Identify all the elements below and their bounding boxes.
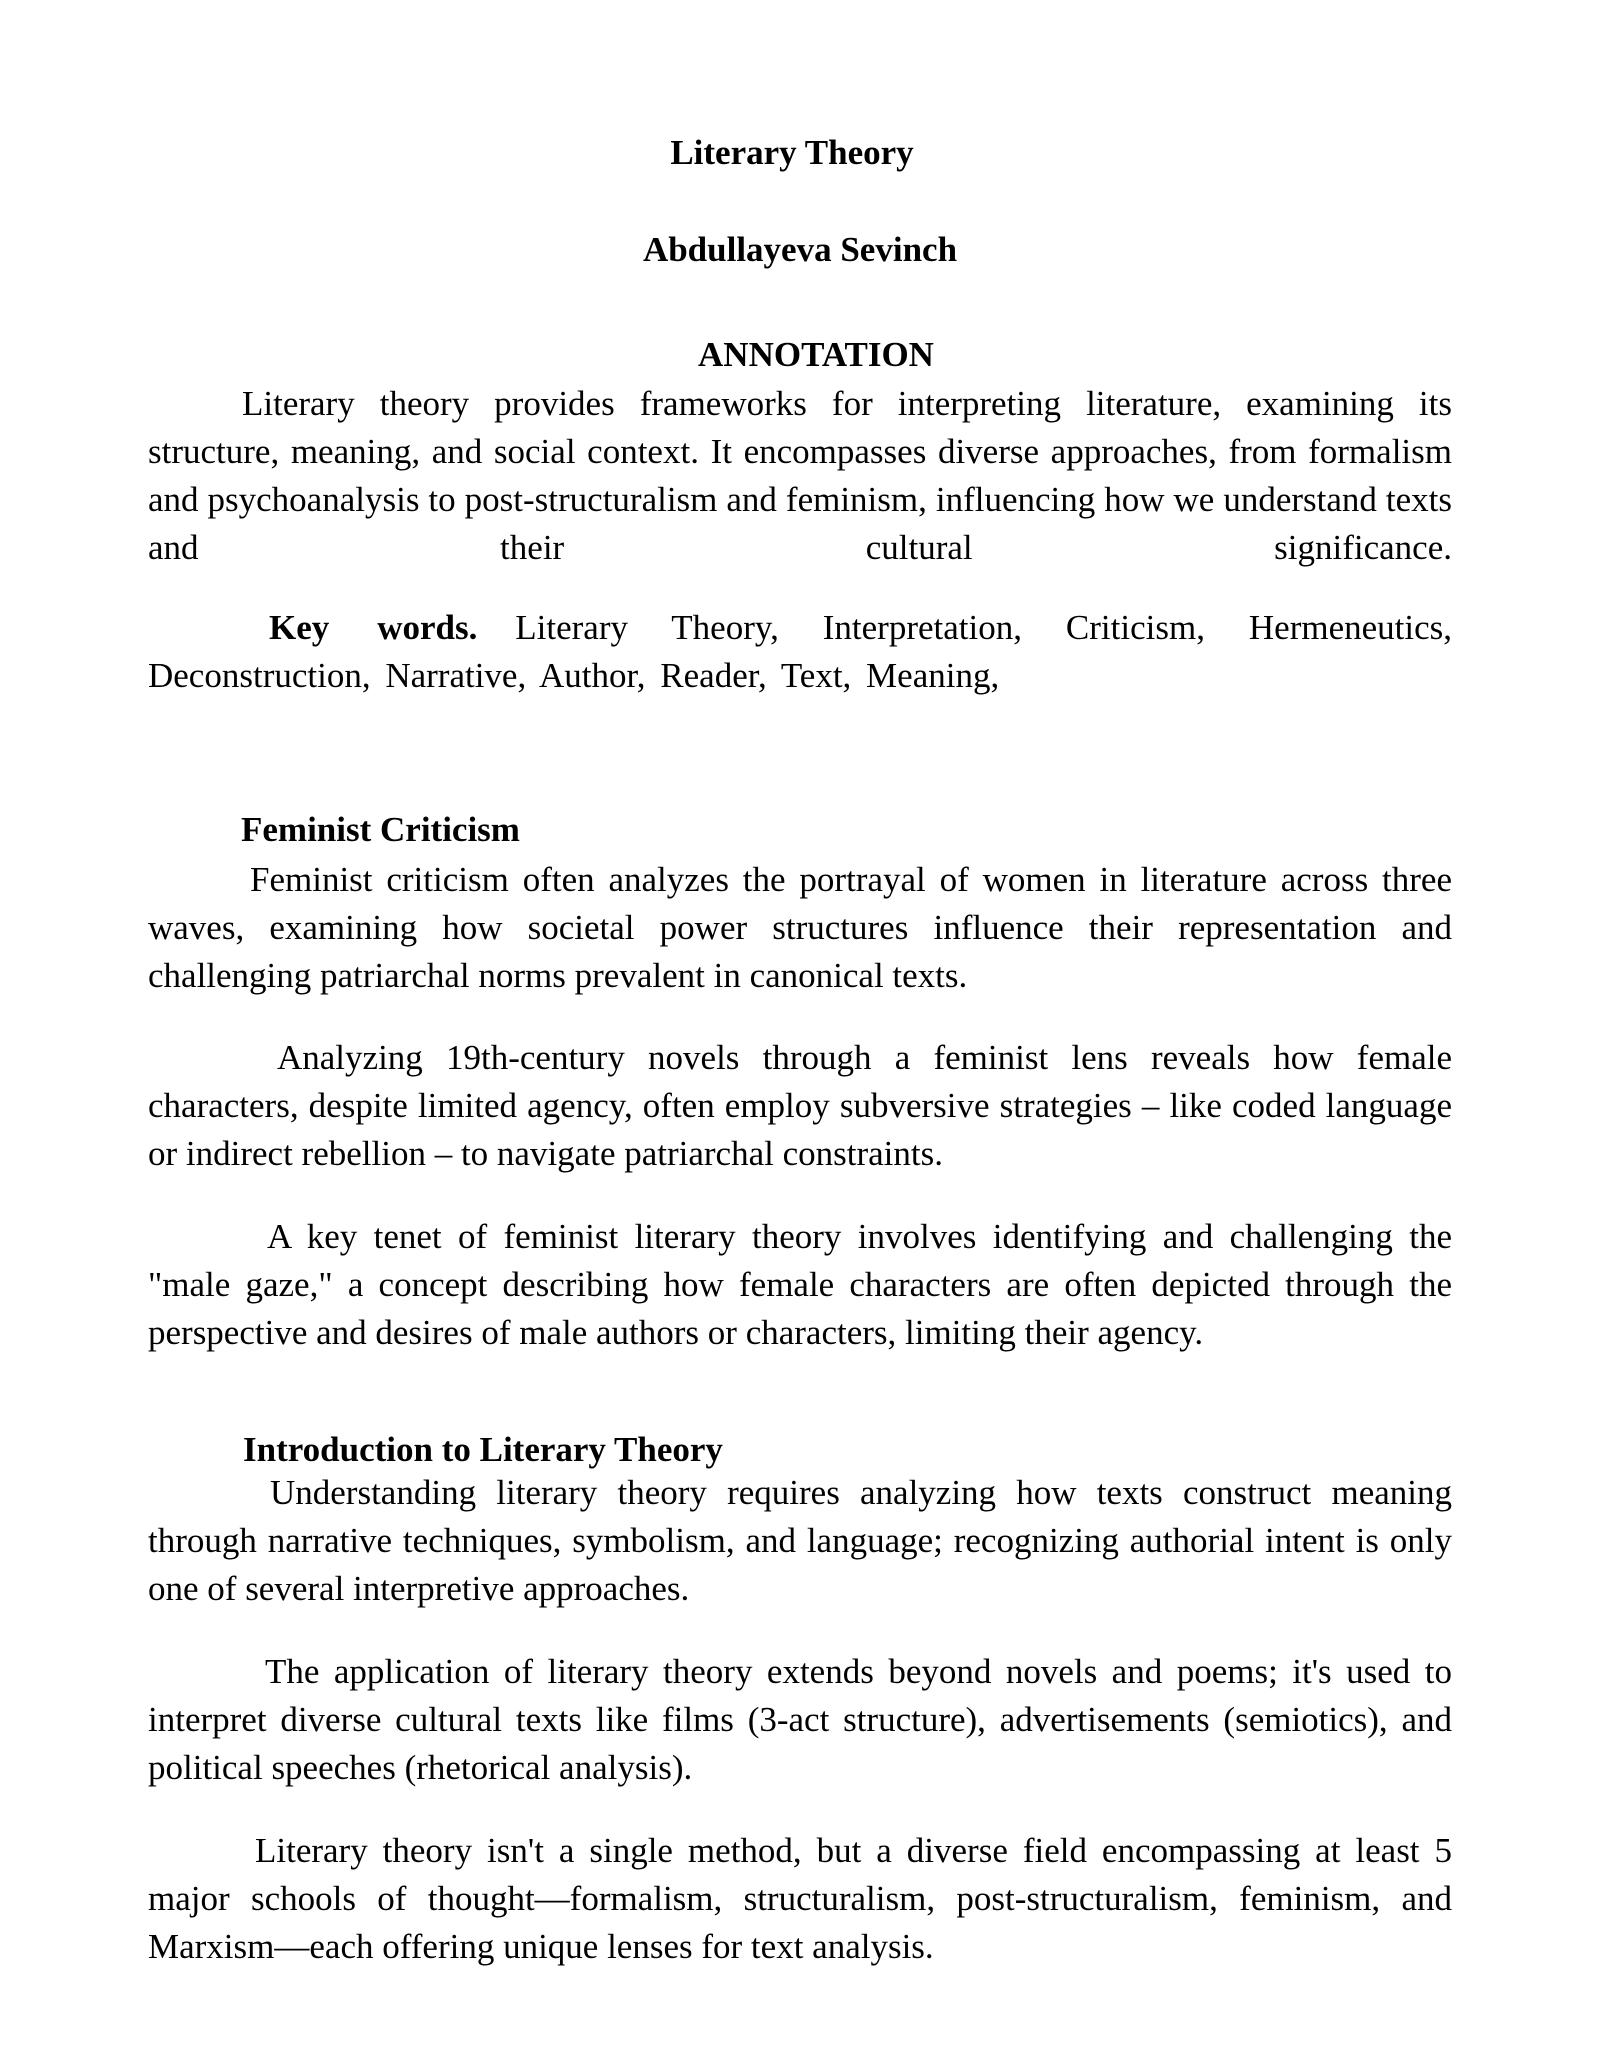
keywords-paragraph [148,604,1452,700]
keywords-label: Key words. [269,608,478,647]
author-name: Abdullayeva Sevinch [642,230,958,269]
section-paragraph: A key tenet of feminist literary theory involves identifying and challenging the "male gaze," a concept describing how female characters are often depicted through the perspective and desires of male authors or characters, limiting their agency. [148,1217,1452,1352]
section-paragraph: Literary theory isn't a single method, but a diverse field encompassing at least 5 major schools of thought—formalism, structuralism, post-structuralism, feminism, and Marxism—each offering unique lenses for text analysis. [148,1831,1452,1966]
document-title: Literary Theory [670,133,914,172]
section-paragraph: The application of literary theory extends beyond novels and poems; it's used to interpret diverse cultural texts like films (3-act structure), advertisements (semiotics), and political speeches (rhetorical analysis). [148,1652,1452,1787]
section-heading-introduction: Introduction to Literary Theory [243,1430,723,1469]
section-paragraph: Analyzing 19th-century novels through a feminist lens reveals how female characters, despite limited agency, often employ subversive strategies – like coded language or indirect rebellion – to navigate patriarchal constraints. [148,1038,1452,1173]
annotation-paragraph: Literary theory provides frameworks for interpreting literature, examining its structure, meaning, and social context. It encompasses diverse approaches, from formalism and psychoanalysis to post-structuralism and feminism, influencing how we understand texts and their cultural significance. [148,384,1452,567]
section-paragraph: Feminist criticism often analyzes the portrayal of women in literature across three waves, examining how societal power structures influence their representation and challenging patriarchal norms prevalent in canonical texts. [148,860,1452,995]
keywords-list: Literary Theory, Interpretation, Criticism, Hermeneutics, Deconstruction, Narrative, Author, Reader, Text, Meaning, [148,608,1452,695]
section-paragraph: Understanding literary theory requires analyzing how texts construct meaning through narrative techniques, symbolism, and language; recognizing authorial intent is only one of several interpretive approaches. [148,1473,1452,1608]
section-heading-feminist-criticism: Feminist Criticism [241,810,520,849]
annotation-heading: ANNOTATION [698,335,934,374]
